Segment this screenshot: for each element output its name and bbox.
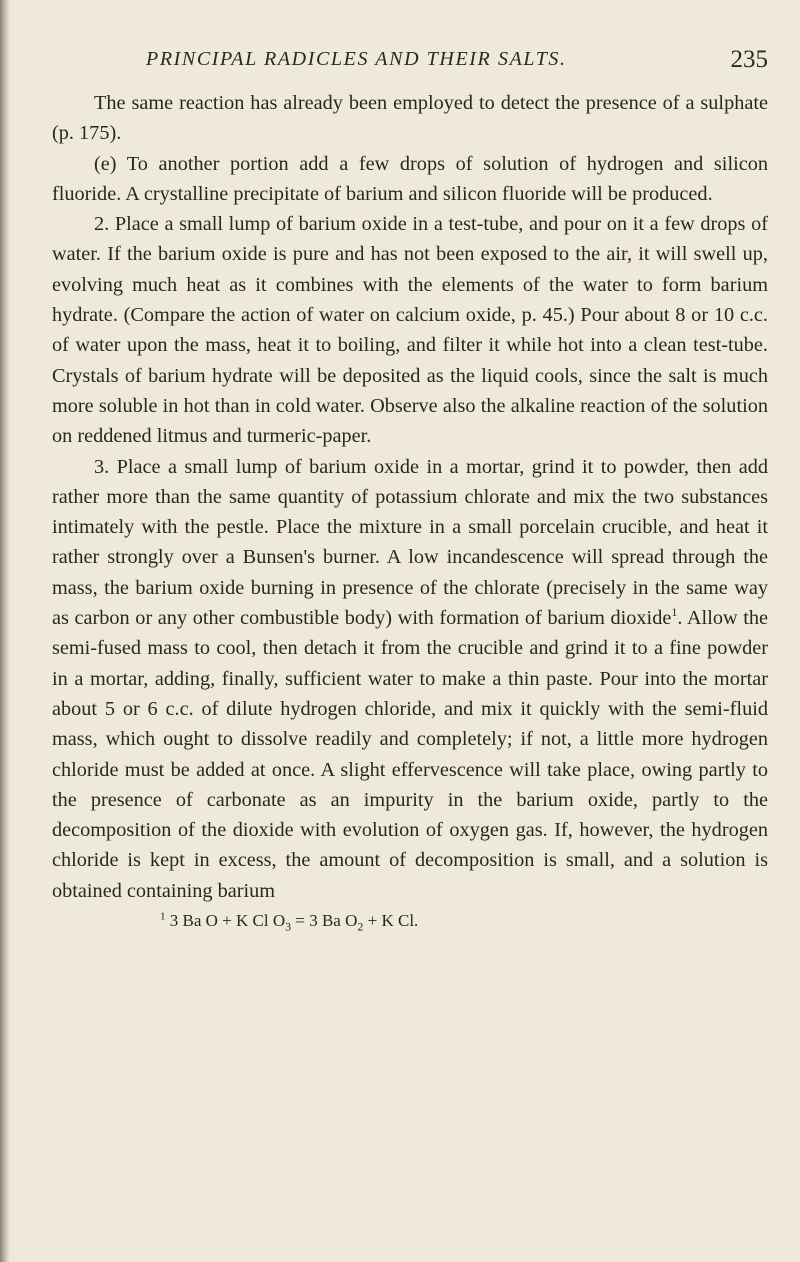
footnote-mark: 1 (160, 910, 166, 923)
paragraph: (e) To another portion add a few drops of solution of hydrogen and silicon fluoride. A crystalline precipitate of barium and silicon fluoride will be produced. (52, 152, 768, 205)
paragraph: The same reaction has already been employed to detect the presence of a sulphate (p. 175). (52, 92, 768, 145)
subscript: 2 (357, 919, 364, 934)
paragraph: 2. Place a small lump of barium oxide in a test-tube, and pour on it a few drops of water. If the barium oxide is pure and has not been exposed to the air, it will swell up, evolving much heat as it combines with the elements of the water to form barium hydrate. (Compare the action of water on calcium oxide, p. 45.) Pour about 8 or 10 c.c. of water upon the mass, heat it to boiling, and filter it while hot into a clean test-tube. Crystals of barium hydrate will be deposited as the liquid cools, since the salt is much more soluble in hot than in cold water. Observe also the alkaline reaction of the solution on reddened litmus and turmeric-paper. (52, 213, 768, 448)
footnote-equation-part: 3 Ba O + K Cl O (169, 911, 286, 931)
page-number: 235 (730, 46, 768, 73)
paragraph-text: 3. Place a small lump of barium oxide in a mortar, grind it to powder, then add rather more than the same quantity of potassium chlorate and mix the two substances intimately with the pestle. Place the mixture in a small porcelain crucible, and heat it rather strongly over a Bunsen's burner. A low incandescence will spread through the mass, the barium oxide burning in presence of the chlorate (precisely in the same way as carbon or any other combustible body) with formation of barium dioxide (52, 455, 768, 630)
paragraph (52, 452, 768, 906)
subscript: 3 (285, 919, 292, 934)
footnote-equation-part: + K Cl. (363, 911, 419, 931)
book-page (52, 44, 768, 932)
footnote-equation-part: = 3 Ba O (291, 911, 358, 931)
page-binding-shadow (0, 0, 10, 1262)
footnote-reference: 1 (671, 605, 678, 620)
footnote (160, 910, 768, 932)
body-text (52, 88, 768, 906)
paragraph-text: . Allow the semi-fused mass to cool, then detach it from the crucible and grind it to a fine powder in a mortar, adding, finally, sufficient water to make a thin paste. Pour into the mortar about 5 or 6 c.c. of dilute hydrogen chloride, and mix it quickly with the semi-fluid mass, which ought to dissolve readily and completely; if not, a little more hydrogen chloride must be added at once. A slight effervescence will take place, owing partly to the presence of carbonate as an impurity in the barium oxide, partly to the decomposition of the dioxide with evolution of oxygen gas. If, however, the hydrogen chloride is kept in excess, the amount of decomposition is small, and a solution is obtained containing barium (52, 607, 769, 902)
running-title: PRINCIPAL RADICLES AND THEIR SALTS. (146, 48, 567, 70)
page-header (52, 44, 768, 88)
